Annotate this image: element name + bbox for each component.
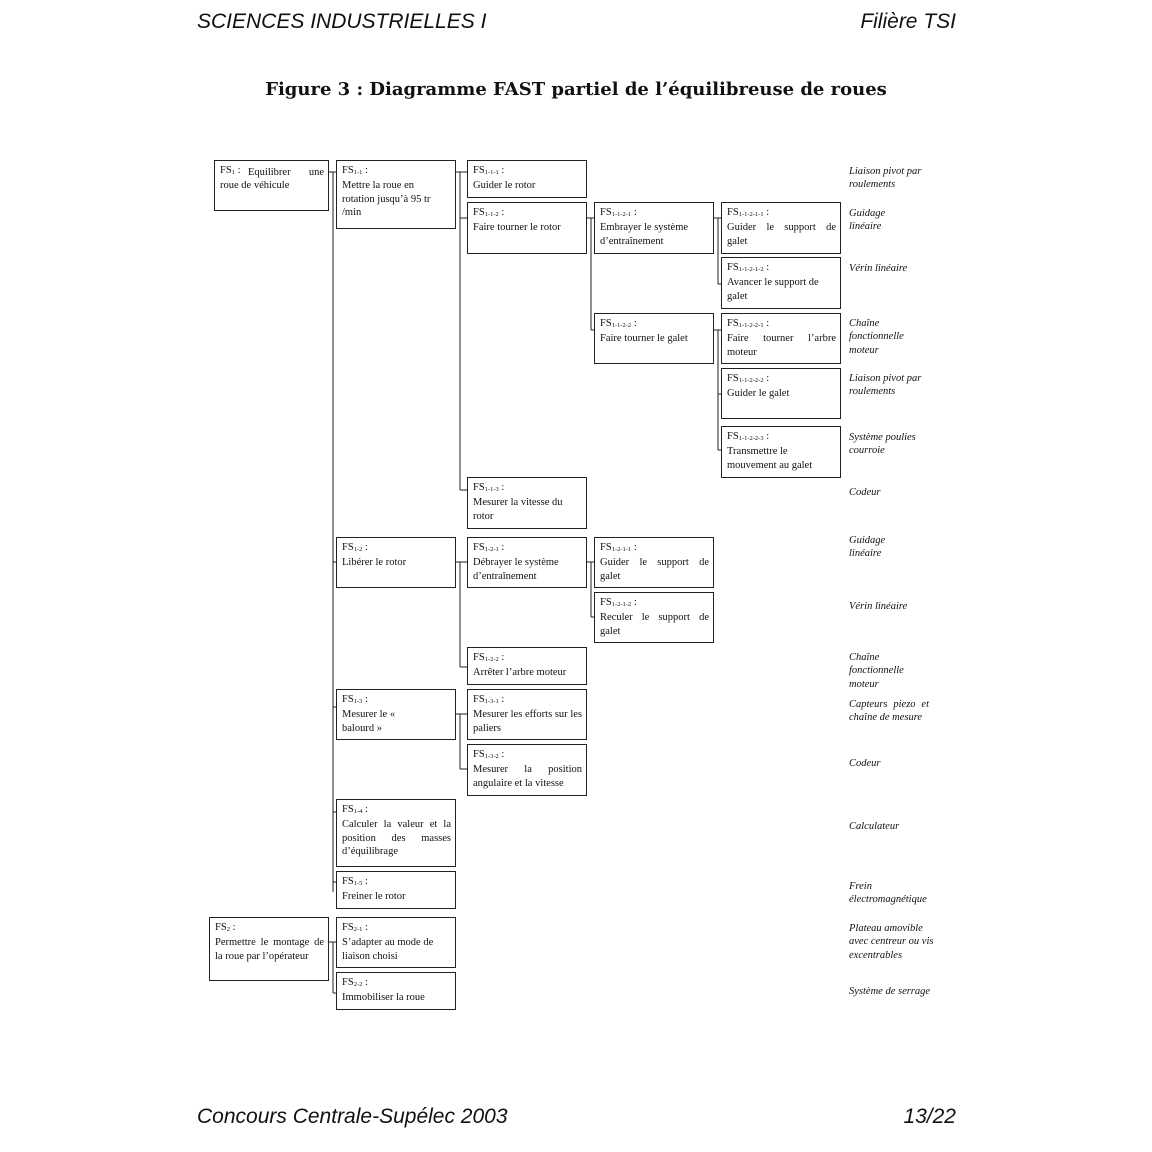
solution-label: Système poulies courroie (849, 432, 916, 457)
solution-label: Guidage linéaire (849, 535, 886, 560)
function-label: Immobiliser la roue (342, 992, 425, 1004)
function-id: $FS_{1-1-3}$ : (473, 482, 505, 493)
function-box-fs1-3-1 (467, 689, 587, 740)
solution-label: Codeur (849, 758, 881, 769)
function-box-fs1-1-2 (467, 202, 587, 254)
figure-title: Figure 3 : Diagramme FAST partiel de l’équilibreuse de roues (265, 79, 887, 100)
function-id: $FS_{1-3-1}$ : (473, 694, 505, 705)
function-box-fs1-1-2-1-1 (721, 202, 841, 254)
function-box-fs1-1-3 (467, 477, 587, 529)
function-id: $FS_{1-1-2}$ : (473, 207, 505, 218)
function-id: $FS_{1-2}$ : (342, 542, 368, 553)
function-id: $FS_{1-5}$ : (342, 876, 368, 887)
function-label: Mesurer les efforts sur les paliers (473, 709, 582, 734)
function-id: $FS_2$ : (215, 922, 236, 933)
function-label: Reculer le support de galet (600, 612, 709, 637)
function-id: $FS_{2-2}$ : (342, 977, 368, 988)
function-id: $FS_{1-1-2-1-1}$ : (727, 207, 770, 218)
function-box-fs1-1-1 (467, 160, 587, 198)
function-label: Mesurer le « balourd » (342, 709, 396, 734)
page-footer-left: Concours Centrale-Supélec 2003 (197, 1105, 508, 1128)
function-label: Avancer le support de galet (727, 277, 819, 302)
function-id: $FS_{1-1-2-2-1}$ : (727, 318, 770, 329)
solution-label: Codeur (849, 487, 881, 498)
function-label: Faire tourner l’arbre moteur (727, 333, 836, 358)
function-box-fs1-1-2-2 (594, 313, 714, 364)
function-box-fs1-4 (336, 799, 456, 867)
function-id: $FS_{1-1-2-1-2}$ : (727, 262, 770, 273)
solution-label: Calculateur (849, 821, 900, 832)
function-label: Mesurer la vitesse du rotor (473, 497, 563, 522)
function-label: Mettre la roue en rotation jusqu’à 95 tr /min (342, 180, 431, 219)
function-label: Calculer la valeur et la position des masses d’équilibrage (342, 819, 451, 858)
function-box-fs1-1-2-2-1 (721, 313, 841, 364)
function-label: S’adapter au mode de liaison choisi (342, 937, 434, 962)
solution-label: Capteurs piezo et chaîne de mesure (849, 699, 929, 724)
function-box-fs1-3 (336, 689, 456, 740)
function-id: $FS_{1-2-2}$ : (473, 652, 505, 663)
solution-label: Liaison pivot par roulements (849, 166, 922, 191)
function-box-fs2-1 (336, 917, 456, 968)
page-header-left: SCIENCES INDUSTRIELLES I (197, 10, 487, 33)
function-box-fs1 (214, 160, 329, 211)
solution-label: Liaison pivot par roulements (849, 373, 922, 398)
function-id: $FS_1$ : (220, 165, 241, 176)
solution-label: Chaîne fonctionnelle moteur (849, 652, 904, 690)
function-id: $FS_{1-1-2-2-3}$ : (727, 431, 770, 442)
function-id: $FS_{1-1}$ : (342, 165, 368, 176)
solution-label: Frein électromagnétique (849, 881, 927, 906)
function-label: Faire tourner le galet (600, 333, 688, 345)
solution-label: Vérin linéaire (849, 601, 908, 612)
function-id: $FS_{2-1}$ : (342, 922, 368, 933)
function-label: Embrayer le système d’entraînement (600, 222, 689, 247)
function-id: $FS_{1-1-2-1}$ : (600, 207, 637, 218)
function-box-fs1-1-2-1-2 (721, 257, 841, 309)
function-box-fs1-3-2 (467, 744, 587, 796)
function-id: $FS_{1-2-1-2}$ : (600, 597, 637, 608)
function-id: $FS_{1-2-1}$ : (473, 542, 505, 553)
function-label: Arrêter l’arbre moteur (473, 667, 567, 679)
function-label: Equilibrer une roue de véhicule (220, 167, 324, 192)
function-label: Libérer le rotor (342, 557, 407, 569)
solution-label: Plateau amovible avec centreur ou vis excentrables (849, 923, 934, 961)
solution-label: Vérin linéaire (849, 263, 908, 274)
function-label: Guider le support de galet (727, 222, 836, 247)
function-box-fs1-5 (336, 871, 456, 909)
page-footer-right: 13/22 (903, 1105, 956, 1128)
function-box-fs2-2 (336, 972, 456, 1010)
function-label: Guider le support de galet (600, 557, 709, 582)
solution-label: Chaîne fonctionnelle moteur (849, 318, 904, 356)
function-box-fs1-2-1-2 (594, 592, 714, 643)
function-id: $FS_{1-1-1}$ : (473, 165, 505, 176)
solution-label: Système de serrage (849, 986, 931, 997)
function-label: Guider le rotor (473, 180, 536, 192)
function-box-fs1-1-2-2-2 (721, 368, 841, 419)
function-box-fs1-2-1-1 (594, 537, 714, 588)
function-label: Débrayer le système d’entraînement (473, 557, 559, 582)
function-box-fs1-1 (336, 160, 456, 229)
function-id: $FS_{1-1-2-2}$ : (600, 318, 637, 329)
function-box-fs1-2 (336, 537, 456, 588)
function-label: Transmettre le mouvement au galet (727, 446, 813, 471)
function-id: $FS_{1-3-2}$ : (473, 749, 505, 760)
function-label: Permettre le montage de la roue par l’opérateur (215, 937, 324, 962)
function-id: $FS_{1-2-1-1}$ : (600, 542, 637, 553)
function-box-fs1-1-2-1 (594, 202, 714, 254)
function-id: $FS_{1-1-2-2-2}$ : (727, 373, 770, 384)
function-label: Mesurer la position angulaire et la vitesse (473, 764, 582, 789)
function-box-fs1-1-2-2-3 (721, 426, 841, 478)
function-box-fs2 (209, 917, 329, 981)
function-label: Guider le galet (727, 388, 790, 400)
connector-fs1 (328, 172, 337, 892)
solution-label: Guidage linéaire (849, 208, 886, 233)
function-box-fs1-2-1 (467, 537, 587, 588)
function-id: $FS_{1-4}$ : (342, 804, 368, 815)
function-label: Faire tourner le rotor (473, 222, 561, 234)
function-box-fs1-2-2 (467, 647, 587, 685)
function-label: Freiner le rotor (342, 891, 406, 903)
page-header-right: Filière TSI (860, 10, 956, 33)
function-id: $FS_{1-3}$ : (342, 694, 368, 705)
